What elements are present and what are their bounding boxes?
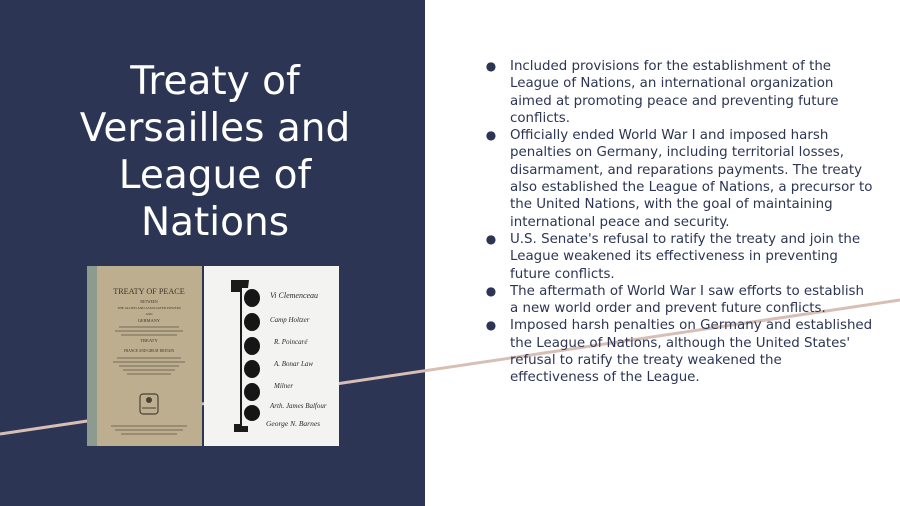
- slide-title: [50, 58, 380, 246]
- bullet-text: Included provisions for the establishment of the League of Nations, an international organization aimed at promoting peace and preventing future conflicts.: [510, 59, 839, 126]
- treaty-cover-title: TREATY OF PEACE: [113, 287, 185, 296]
- title-line: Treaty of: [130, 59, 300, 104]
- signature-page-photo: [204, 266, 339, 446]
- title-line: Nations: [140, 200, 290, 245]
- signature: Milner: [274, 382, 294, 390]
- bullet-dot-icon: ●: [485, 318, 497, 333]
- bullet-text: The aftermath of World War I saw efforts to establish a new world order and prevent future conflicts.: [510, 283, 865, 317]
- bullet-dot-icon: ●: [485, 283, 497, 298]
- bullet-text: Officially ended World War I and imposed harsh penalties on Germany, including territorial losses, disarmament, and reparations payments. The treaty also established the League of Nations, a precursor to the United Nations, with the goal of maintaining international peace and security.: [510, 128, 873, 230]
- signature: Arth. James Balfour: [270, 402, 327, 410]
- bullet-item: [484, 317, 874, 386]
- bullet-dot-icon: ●: [485, 128, 497, 143]
- treaty-cover-line: AND: [145, 312, 153, 316]
- treaty-cover-line: BETWEEN: [140, 300, 158, 304]
- title-line: League of: [118, 153, 312, 198]
- bullet-item: [484, 283, 874, 318]
- treaty-cover-line: FRANCE AND GREAT BRITAIN: [123, 349, 175, 353]
- signature: George N. Barnes: [266, 419, 321, 428]
- bullet-item: [484, 231, 874, 283]
- bullet-item: [484, 58, 874, 127]
- signature: Vi Clemenceau: [270, 291, 319, 300]
- bullet-list: [484, 58, 874, 387]
- signature: R. Poincaré: [274, 338, 308, 346]
- title-line: Versailles and: [79, 106, 351, 151]
- bullet-text: U.S. Senate's refusal to ratify the treaty and join the League weakened its effectiveness in preventing future conflicts.: [510, 231, 861, 282]
- bullet-text: Imposed harsh penalties on Germany and established the League of Nations, although the United States' refusal to ratify the treaty weakened the effectiveness of the League.: [510, 318, 873, 386]
- signature: A. Bonar Law: [274, 360, 314, 368]
- treaty-cover-photo: [87, 266, 202, 446]
- signature: Camp Holtzer: [270, 316, 310, 324]
- treaty-cover-line: GERMANY: [137, 318, 161, 323]
- bullet-dot-icon: ●: [485, 59, 497, 73]
- bullet-item: [484, 127, 874, 231]
- bullet-dot-icon: ●: [485, 231, 497, 246]
- treaty-cover-line: TREATY: [140, 338, 158, 343]
- treaty-cover-line: THE ALLIED AND ASSOCIATED POWERS: [117, 306, 181, 310]
